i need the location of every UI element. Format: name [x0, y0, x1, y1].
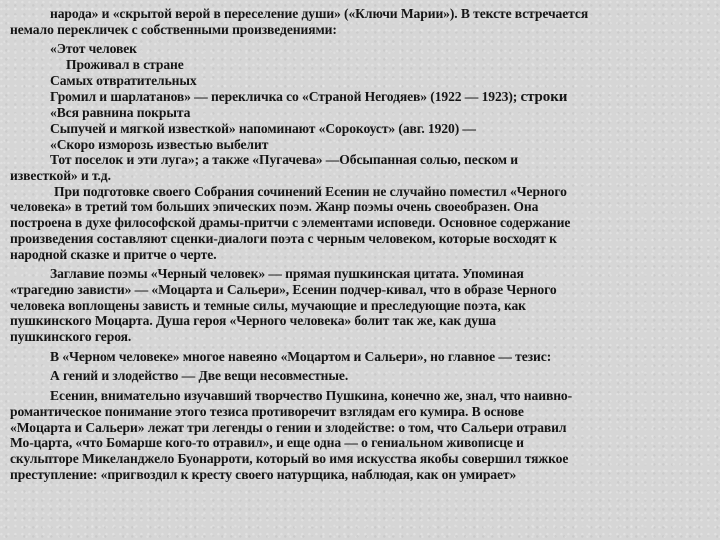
text-line: построена в духе философской драмы-притчи с элементами исповеди. Основное содержание [10, 215, 571, 231]
text-line: народа» и «скрытой верой в переселение души» («Ключи Марии»). В тексте встречается [50, 6, 589, 21]
text-line: В «Черном человеке» многое навеяно «Моцартом и Сальери», но главное — тезис: [50, 348, 552, 364]
text-line: Заглавие поэмы «Черный человек» — прямая пушкинская цитата. Упоминая [50, 266, 524, 282]
text-line: народной сказке и притче о черте. [10, 246, 217, 262]
text-line: «трагедию зависти» — «Моцарта и Сальери», Есенин подчер-кивал, что в образе Черного [10, 281, 557, 297]
text-line: пушкинского Моцарта. Душа героя «Черного человека» болит так же, как душа [10, 313, 496, 329]
text-line: известкой» и т.д. [10, 168, 111, 184]
text-line: романтическое понимание этого тезиса противоречит взглядам его кумира. В основе [10, 403, 524, 419]
text-line: «Моцарта и Сальери» лежат три легенды о гении и злодействе: о том, что Сальери отравил [10, 419, 567, 435]
text-line: «Этот человек [50, 41, 137, 57]
text-line [10, 89, 690, 106]
text-line: Тот поселок и эти луга»; а также «Пугачева» —Обсыпанная солью, песком и [50, 152, 518, 168]
text-line: Проживал в стране [66, 57, 184, 73]
text-line: скульпторе Микеланджело Буонарроти, который во имя искусства якобы совершил тяжкое [10, 450, 569, 466]
text-line: Сыпучей и мягкой известкой» напоминают «Сорокоуст» (авг. 1920) — [50, 120, 476, 136]
text-line: А гений и злодейство — Две вещи несовместные. [50, 368, 349, 384]
text-segment: Громил и шарлатанов» — перекличка со «Страной Негодяев» (1922 — 1923); [50, 88, 518, 104]
text-line: произведения составляют сценки-диалоги поэта с черным человеком, которые восходят к [10, 230, 557, 246]
text-line: пушкинского героя. [10, 329, 132, 345]
text-segment: строки [520, 88, 568, 105]
text-line: «Скоро изморозь известью выбелит [50, 136, 269, 152]
text-line: При подготовке своего Собрания сочинений Есенин не случайно поместил «Черного [54, 183, 567, 199]
text-line: Мо-царта, «что Бомарше кого-то отравил», и еще одна — о гениальном живописце и [10, 435, 524, 451]
text-line: Есенин, внимательно изучавший творчество Пушкина, конечно же, знал, что наивно- [50, 388, 573, 404]
text-line: «Вся равнина покрыта [50, 105, 191, 121]
text-line: преступление: «пригвоздил к кресту своего натурщика, наблюдая, как он умирает» [10, 466, 517, 482]
text-line: человека воплощены зависть и темные силы, мучающие и преследующие поэта, как [10, 297, 526, 313]
text-line: Самых отвратительных [50, 72, 197, 88]
text-line: немало перекличек с собственными произведениями: [10, 21, 337, 37]
text-line: человека» в третий том больших эпических поэм. Жанр поэмы очень своеобразен. Она [10, 199, 539, 215]
